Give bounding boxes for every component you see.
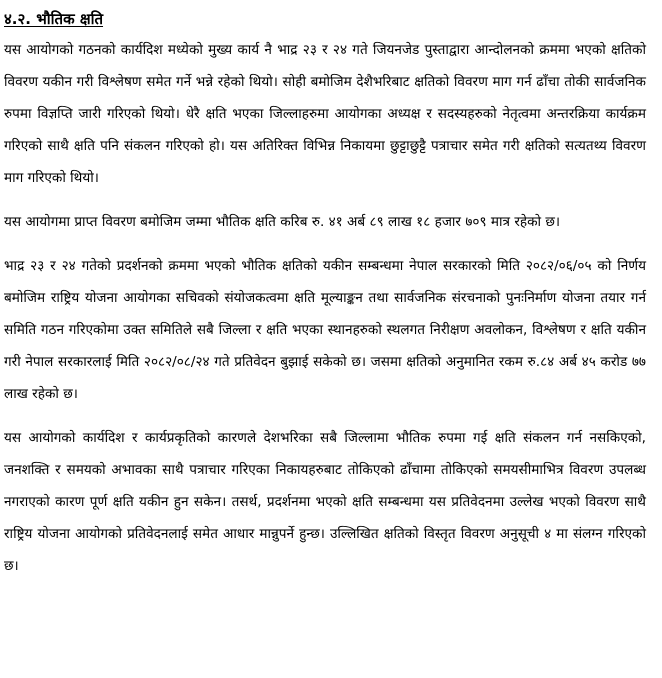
paragraph-total-damage: यस आयोगमा प्राप्त विवरण बमोजिम जम्मा भौतिक क्षति करिब रु. ४१ अर्ब ८९ लाख १८ हजार ७०९ मात्र रहेको छ। bbox=[4, 214, 561, 230]
paragraph-government-assessment: भाद्र २३ र २४ गतेको प्रदर्शनको क्रममा भएको भौतिक क्षतिको यकीन सम्बन्धमा नेपाल सरकारको मिति २०८२/०६/०५ को निर्णय बमोजिम राष्ट्रिय योजना आयोगका सचिवको संयोजकत्वमा क्षति मूल्याङ्कन तथा सार्वजनिक संरचनाको पुनःनिर्माण योजना तयार गर्न समिति गठन गरिएकोमा उक्त समितिले सबै जिल्ला र क्षति भएका स्थानहरुको स्थलगत निरीक्षण अवलोकन, विश्लेषण र क्षति यकीन गरी नेपाल सरकारलाई मिति २०८२/०८/२४ गते प्रतिवेदन बुझाई सकेको छ। जसमा क्षतिको अनुमानित रकम रु.८४ अर्ब ४५ करोड ७७ लाख रहेको छ। bbox=[4, 258, 646, 402]
paragraph-data-collection: यस आयोगको गठनको कार्यदिश मध्येको मुख्य कार्य नै भाद्र २३ र २४ गते जियनजेड पुस्ताद्वारा आन्दोलनको क्रममा भएको क्षतिको विवरण यकीन गरी विश्लेषण समेत गर्ने भन्ने रहेको थियो। सोही बमोजिम देशैभरिबाट क्षतिको विवरण माग गर्न ढाँचा तोकी सार्वजनिक रुपमा विज्ञप्ति जारी गरिएको थियो। धेरै क्षति भएका जिल्लाहरुमा आयोगका अध्यक्ष र सदस्यहरुको नेतृत्वमा अन्तरक्रिया कार्यक्रम गरिएको साथै क्षति पनि संकलन गरिएको हो। यस अतिरिक्त विभिन्न निकायमा छुट्टाछुट्टै पत्राचार समेत गरी क्षतिको सत्यतथ्य विवरण माग गरिएको थियो। bbox=[4, 42, 646, 186]
paragraph-limitations: यस आयोगको कार्यदिश र कार्यप्रकृतिको कारणले देशभरिका सबै जिल्लामा भौतिक रुपमा गई क्षति संकलन गर्न नसकिएको, जनशक्ति र समयको अभावका साथै पत्राचार गरिएका निकायहरुबाट तोकिएको ढाँचामा तोकिएको समयसीमाभित्र विवरण उपलब्ध नगराएको कारण पूर्ण क्षति यकीन हुन सकेन। तसर्थ, प्रदर्शनमा भएको क्षति सम्बन्धमा यस प्रतिवेदनमा उल्लेख भएको विवरण साथै राष्ट्रिय योजना आयोगको प्रतिवेदनलाई समेत आधार मान्नुपर्ने हुन्छ। उल्लिखित क्षतिको विस्तृत विवरण अनुसूची ४ मा संलग्न गरिएको छ। bbox=[4, 430, 646, 574]
section-heading: ४.२. भौतिक क्षति bbox=[4, 10, 104, 28]
